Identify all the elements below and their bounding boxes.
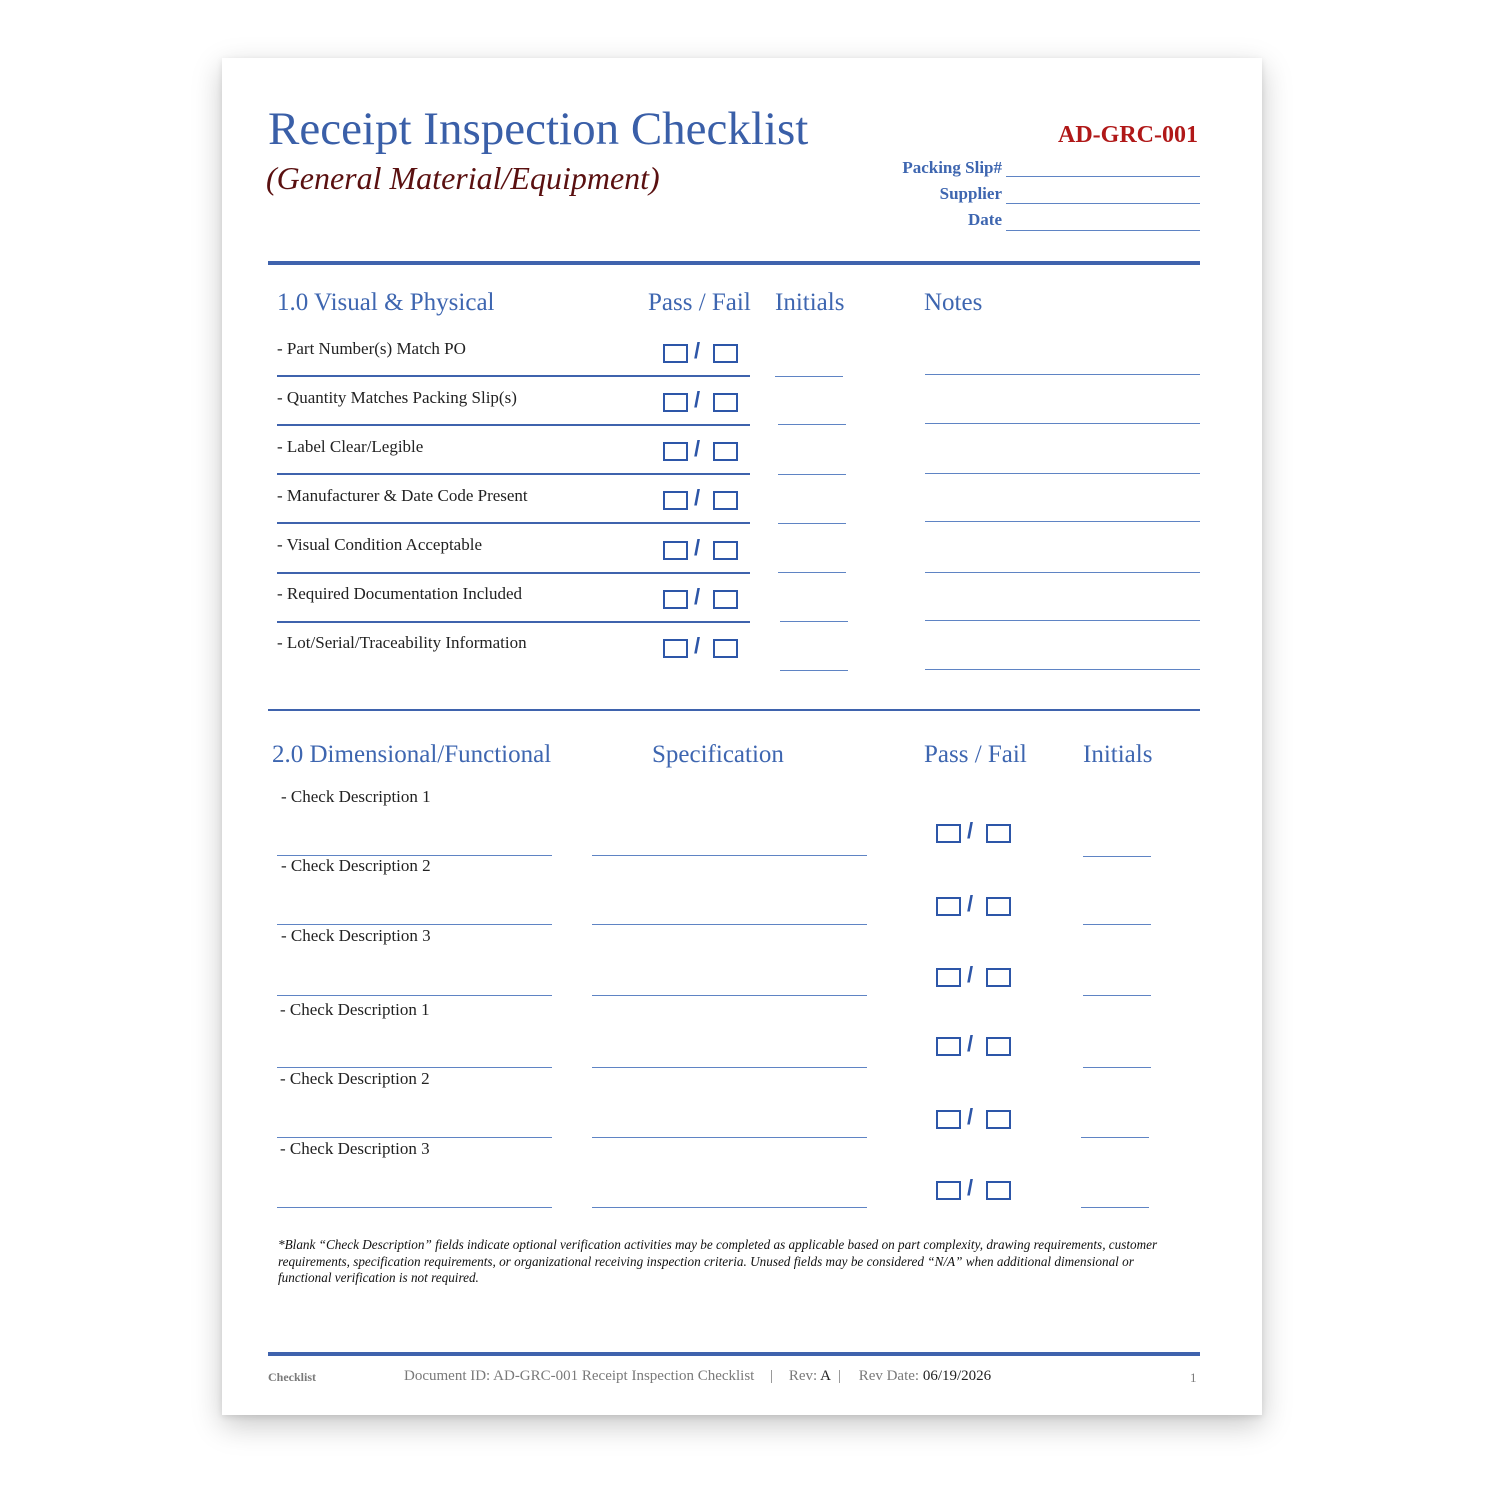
- item-divider: [277, 522, 750, 524]
- item-divider: [277, 473, 750, 475]
- initials-field[interactable]: [775, 376, 843, 377]
- notes-field[interactable]: [925, 423, 1200, 424]
- header-divider: [268, 261, 1200, 265]
- section2-item-label: - Check Description 3: [280, 1139, 430, 1158]
- pass-checkbox[interactable]: [663, 344, 688, 363]
- pass-fail-separator: /: [967, 1175, 974, 1200]
- section1-passfail-header: Pass / Fail: [648, 289, 751, 316]
- pass-checkbox[interactable]: [936, 1181, 961, 1200]
- specification-field[interactable]: [592, 1137, 867, 1138]
- notes-field[interactable]: [925, 620, 1200, 621]
- section2-item-label: - Check Description 2: [280, 1069, 430, 1088]
- fail-checkbox[interactable]: [713, 442, 738, 461]
- specification-field[interactable]: [592, 924, 867, 925]
- footer-rev-label: Rev:: [788, 1368, 818, 1384]
- date-field[interactable]: [1006, 230, 1200, 231]
- pass-fail-checkboxes: [936, 891, 1014, 917]
- fail-checkbox[interactable]: [713, 639, 738, 658]
- section-divider: [268, 709, 1200, 711]
- description-field[interactable]: [277, 924, 552, 925]
- footer-bar: [404, 1368, 991, 1385]
- fail-checkbox[interactable]: [986, 897, 1011, 916]
- pass-fail-checkboxes: [663, 387, 741, 413]
- packing-slip-label: Packing Slip#: [902, 158, 1002, 177]
- footer-separator: |: [770, 1368, 774, 1384]
- initials-field[interactable]: [778, 424, 846, 425]
- section1-item-label: - Lot/Serial/Traceability Information: [277, 633, 527, 652]
- fail-checkbox[interactable]: [986, 824, 1011, 843]
- pass-fail-separator: /: [694, 387, 701, 412]
- pass-fail-separator: /: [967, 1104, 974, 1129]
- pass-fail-separator: /: [694, 584, 701, 609]
- pass-fail-checkboxes: [663, 338, 741, 364]
- fail-checkbox[interactable]: [713, 590, 738, 609]
- item-divider: [277, 375, 750, 377]
- footer-document-id: Document ID: AD-GRC-001 Receipt Inspection Checklist: [404, 1368, 755, 1384]
- item-divider: [277, 572, 750, 574]
- footer-rev-date-value: 06/19/2026: [922, 1368, 992, 1384]
- notes-field[interactable]: [925, 521, 1200, 522]
- pass-fail-checkboxes: [663, 584, 741, 610]
- fail-checkbox[interactable]: [986, 1181, 1011, 1200]
- initials-field[interactable]: [1083, 1067, 1151, 1068]
- footnote: *Blank “Check Description” fields indicate optional verification activities may be completed as applicable based on part complexity, drawing requirements, customer requirements, specification requirements, or organizational receiving inspection criteria. Unused fields may be considered “N/A” when additional dimensional or functional verification is not required.: [278, 1237, 1158, 1285]
- pass-fail-checkboxes: [936, 818, 1014, 844]
- supplier-field[interactable]: [1006, 203, 1200, 204]
- section2-initials-header: Initials: [1083, 741, 1153, 768]
- pass-fail-checkboxes: [663, 535, 741, 561]
- pass-fail-separator: /: [967, 891, 974, 916]
- footer-divider: [268, 1352, 1200, 1356]
- pass-fail-checkboxes: [936, 962, 1014, 988]
- packing-slip-field[interactable]: [1006, 176, 1200, 177]
- pass-fail-separator: /: [694, 485, 701, 510]
- date-label: Date: [968, 210, 1002, 229]
- pass-fail-separator: /: [967, 962, 974, 987]
- pass-checkbox[interactable]: [936, 1110, 961, 1129]
- description-field[interactable]: [277, 1137, 552, 1138]
- section1-item-label: - Quantity Matches Packing Slip(s): [277, 388, 517, 407]
- section2-passfail-header: Pass / Fail: [924, 741, 1027, 768]
- description-field[interactable]: [277, 1067, 552, 1068]
- fail-checkbox[interactable]: [713, 344, 738, 363]
- pass-fail-checkboxes: [936, 1031, 1014, 1057]
- footer-rev-value: A: [820, 1368, 831, 1384]
- pass-checkbox[interactable]: [936, 1037, 961, 1056]
- pass-checkbox[interactable]: [936, 968, 961, 987]
- pass-fail-separator: /: [967, 818, 974, 843]
- checklist-page: [222, 58, 1262, 1415]
- document-code: AD-GRC-001: [1058, 122, 1198, 148]
- fail-checkbox[interactable]: [986, 1037, 1011, 1056]
- initials-field[interactable]: [1081, 1137, 1149, 1138]
- section1-item-label: - Visual Condition Acceptable: [277, 535, 482, 554]
- section1-item-label: - Required Documentation Included: [277, 584, 523, 603]
- page-number: 1: [1190, 1370, 1197, 1385]
- footer-separator: |: [837, 1368, 841, 1384]
- specification-field[interactable]: [592, 995, 867, 996]
- initials-field[interactable]: [778, 474, 846, 475]
- pass-fail-checkboxes: [936, 1175, 1014, 1201]
- fail-checkbox[interactable]: [986, 968, 1011, 987]
- specification-field[interactable]: [592, 855, 867, 856]
- pass-checkbox[interactable]: [663, 639, 688, 658]
- pass-checkbox[interactable]: [936, 897, 961, 916]
- footer-rev-date-label: Rev Date:: [858, 1368, 920, 1384]
- item-divider: [277, 621, 750, 623]
- initials-field[interactable]: [1081, 1207, 1149, 1208]
- initials-field[interactable]: [1083, 924, 1151, 925]
- pass-fail-separator: /: [967, 1031, 974, 1056]
- fail-checkbox[interactable]: [986, 1110, 1011, 1129]
- pass-fail-checkboxes: [936, 1104, 1014, 1130]
- page-subtitle: (General Material/Equipment): [266, 160, 660, 196]
- specification-field[interactable]: [592, 1067, 867, 1068]
- initials-field[interactable]: [780, 670, 848, 671]
- section1-item-label: - Label Clear/Legible: [277, 437, 424, 456]
- section1-title: 1.0 Visual & Physical: [277, 289, 495, 316]
- section2-item-label: - Check Description 3: [281, 926, 431, 945]
- fail-checkbox[interactable]: [713, 541, 738, 560]
- notes-field[interactable]: [925, 473, 1200, 474]
- footer-left-label: Checklist: [268, 1370, 316, 1384]
- fail-checkbox[interactable]: [713, 393, 738, 412]
- description-field[interactable]: [277, 1207, 552, 1208]
- pass-fail-checkboxes: [663, 633, 741, 659]
- pass-fail-separator: /: [694, 436, 701, 461]
- pass-checkbox[interactable]: [663, 393, 688, 412]
- initials-field[interactable]: [780, 621, 848, 622]
- section2-item-label: - Check Description 1: [281, 787, 431, 806]
- pass-fail-checkboxes: [663, 485, 741, 511]
- section1-item-label: - Part Number(s) Match PO: [277, 339, 466, 358]
- initials-field[interactable]: [1083, 856, 1151, 857]
- notes-field[interactable]: [925, 669, 1200, 670]
- item-divider: [277, 424, 750, 426]
- initials-field[interactable]: [1083, 995, 1151, 996]
- section2-item-label: - Check Description 1: [280, 1000, 430, 1019]
- supplier-label: Supplier: [939, 184, 1002, 203]
- pass-fail-separator: /: [694, 535, 701, 560]
- pass-fail-separator: /: [694, 633, 701, 658]
- section2-spec-header: Specification: [652, 741, 784, 768]
- initials-field[interactable]: [778, 572, 846, 573]
- initials-field[interactable]: [778, 523, 846, 524]
- page-title: Receipt Inspection Checklist: [268, 103, 809, 155]
- description-field[interactable]: [277, 995, 552, 996]
- section2-item-label: - Check Description 2: [281, 856, 431, 875]
- notes-field[interactable]: [925, 374, 1200, 375]
- pass-fail-separator: /: [694, 338, 701, 363]
- pass-checkbox[interactable]: [936, 824, 961, 843]
- section2-title: 2.0 Dimensional/Functional: [272, 741, 552, 768]
- fail-checkbox[interactable]: [713, 491, 738, 510]
- specification-field[interactable]: [592, 1207, 867, 1208]
- section1-initials-header: Initials: [775, 289, 845, 316]
- notes-field[interactable]: [925, 572, 1200, 573]
- pass-checkbox[interactable]: [663, 541, 688, 560]
- section1-notes-header: Notes: [924, 289, 983, 316]
- pass-checkbox[interactable]: [663, 442, 688, 461]
- pass-fail-checkboxes: [663, 436, 741, 462]
- pass-checkbox[interactable]: [663, 590, 688, 609]
- section1-item-label: - Manufacturer & Date Code Present: [277, 486, 528, 505]
- pass-checkbox[interactable]: [663, 491, 688, 510]
